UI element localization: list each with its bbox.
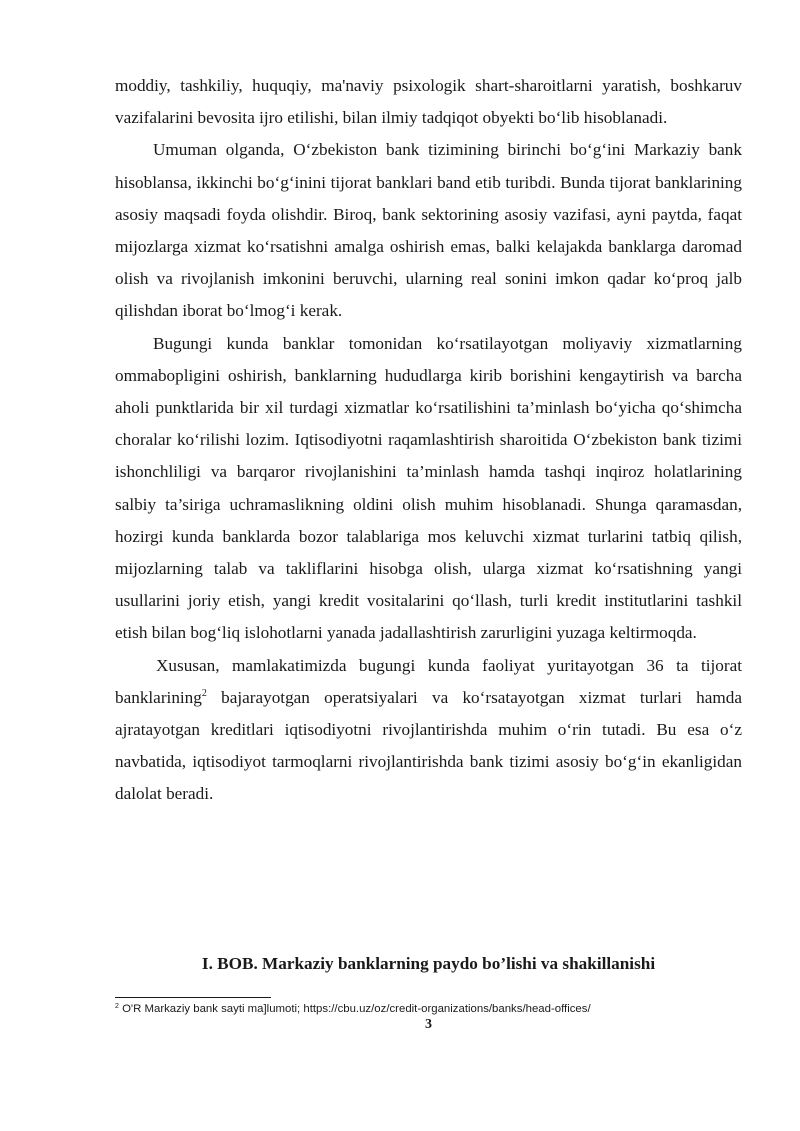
paragraph-financial-services: Bugungi kunda banklar tomonidan ko‘rsatilayotgan moliyaviy xizmatlarning ommabopligini oshirish, banklarning hududlarga kirib borishini kengaytirish va barcha aholi punktlarida bir xil turdagi xizmatlar ko‘rsatilishini ta’minlash bo‘yicha qo‘shimcha choralar ko‘rilishi lozim. Iqtisodiyotni raqamlashtirish sharoitida O‘zbekiston bank tizimi ishonchliligi va barqaror rivojlanishini ta’minlash hamda tashqi inqiroz holatlarining salbiy ta’siriga uchramaslikning oldini olish muhim hisoblanadi. Shunga qaramasdan, hozirgi kunda banklarda bozor talablariga mos keluvchi xizmat turlarini tatbiq qilish, mijozlarning talab va takliflarini hisobga olish, ularga xizmat ko‘rsatishning yangi usullarini joriy etish, yangi kredit vositalarini qo‘llash, turli kredit institutlarini tashkil etish bilan bog‘liq islohotlarni yanada jadallashtirish zarurligini yuzaga keltirmoqda. xyxy=(115,333,742,643)
footnote xyxy=(115,1001,755,1017)
paragraph-commercial-banks-start: Xususan, mamlakatimizda bugungi kunda faoliyat yuritayotgan 36 ta tijorat banklarining xyxy=(115,655,742,707)
paragraph-bank-system: Umuman olganda, O‘zbekiston bank tizimining birinchi bo‘g‘ini Markaziy bank hisoblansa, ikkinchi bo‘g‘inini tijorat banklari band etib turibdi. Bunda tijorat banklarining asosiy maqsadi foyda olishdir. Biroq, bank sektorining asosiy vazifasi, ayni paytda, faqat mijozlarga xizmat ko‘rsatishni amalga oshirish emas, balki kelajakda banklarga daromad olish va rivojlanish imkonini beruvchi, ularning real sonini imkon qadar ko‘proq jalb qilishdan iborat bo‘lmog‘i kerak. xyxy=(115,140,742,321)
footnote-text: O'R Markaziy bank sayti ma]lumoti; https://cbu.uz/oz/credit-organizations/banks/head-offices/ xyxy=(118,1003,591,1015)
footnote-reference[interactable]: 2 xyxy=(201,687,207,699)
body-text xyxy=(115,70,742,811)
paragraph-commercial-banks-end: bajarayotgan operatsiyalari va ko‘rsatayotgan xizmat turlari hamda ajratayotgan kreditlari iqtisodiyotni rivojlantirishda muhim o‘rin tutadi. Bu esa o‘z navbatida, iqtisodiyot tarmoqlarni rivojlantirishda bank tizimi asosiy bo‘g‘in ekanligidan dalolat beradi. xyxy=(115,687,742,804)
paragraph-commercial-banks xyxy=(115,650,742,811)
page-number: 3 xyxy=(425,1017,432,1032)
footnote-divider xyxy=(115,997,271,998)
paragraph-continuation: moddiy, tashkiliy, huquqiy, ma'naviy psixologik shart-sharoitlarni yaratish, boshkaruv vazifalarini bevosita ijro etilishi, bilan ilmiy tadqiqot obyekti bo‘lib hisoblanadi. xyxy=(115,76,742,128)
footnote-mark: 2 xyxy=(115,1003,119,1010)
chapter-heading: I. BOB. Markaziy banklarning paydo bo’lishi va shakillanishi xyxy=(201,954,656,973)
